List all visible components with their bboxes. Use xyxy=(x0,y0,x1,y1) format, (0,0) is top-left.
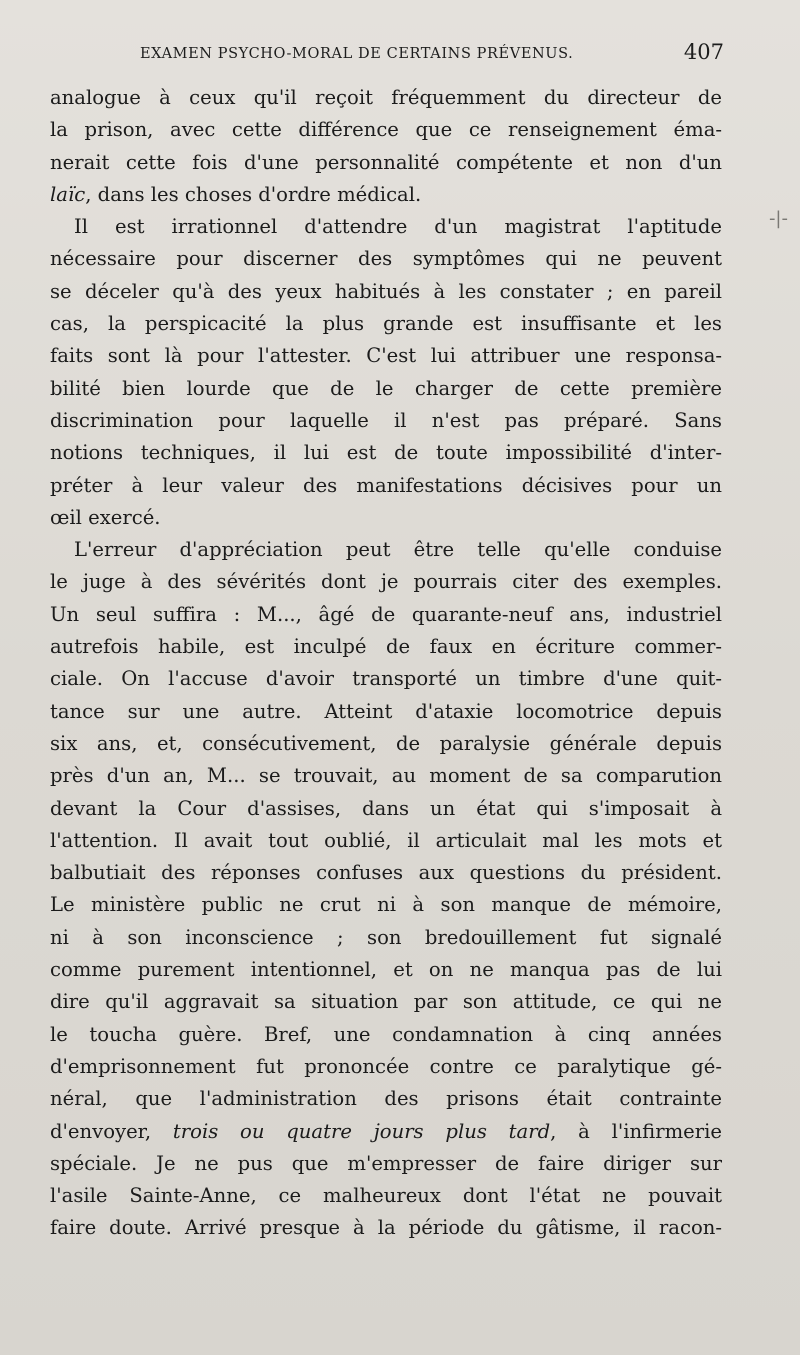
text-line: l'asile Sainte-Anne, ce malheureux dont l'état ne pouvait xyxy=(50,1184,722,1208)
text-line: discrimination pour laquelle il n'est pas préparé. Sans xyxy=(50,408,722,432)
text-line: faire doute. Arrivé presque à la période du gâtisme, il racon- xyxy=(50,1216,722,1240)
text-line: se déceler qu'à des yeux habitués à les constater ; en pareil xyxy=(50,279,722,303)
italic-phrase: trois ou quatre jours plus tard xyxy=(172,1119,551,1143)
text-line: spéciale. Je ne pus que m'empresser de faire diriger sur xyxy=(50,1151,722,1175)
text-line: l'attention. Il avait tout oublié, il articulait mal les mots et xyxy=(50,828,722,852)
text-line: devant la Cour d'assises, dans un état qui s'imposait à xyxy=(50,796,722,820)
margin-registration-mark: -|- xyxy=(768,208,788,229)
text-line: Le ministère public ne crut ni à son manque de mémoire, xyxy=(50,893,722,917)
italic-term: laïc xyxy=(50,182,86,206)
text-line: ni à son inconscience ; son bredouillement fut signalé xyxy=(50,925,722,949)
text-run: d'envoyer, xyxy=(50,1119,173,1143)
text-line: balbutiait des réponses confuses aux questions du président. xyxy=(50,861,722,885)
text-line: la prison, avec cette différence que ce renseignement éma- xyxy=(50,118,722,142)
page-number: 407 xyxy=(683,40,724,64)
text-line: le toucha guère. Bref, une condamnation à cinq années xyxy=(50,1022,722,1046)
text-line: le juge à des sévérités dont je pourrais citer des exemples. xyxy=(50,570,722,594)
text-line: L'erreur d'appréciation peut être telle qu'elle conduise xyxy=(74,538,722,562)
text-line: Un seul suffira : M..., âgé de quarante-neuf ans, industriel xyxy=(50,602,722,626)
text-line: ciale. On l'accuse d'avoir transporté un timbre d'une quit- xyxy=(50,667,722,691)
text-line xyxy=(50,1116,722,1148)
text-line: œil exercé. xyxy=(50,505,161,529)
text-run: , à l'infirmerie xyxy=(550,1119,722,1143)
text-line: comme purement intentionnel, et on ne manqua pas de lui xyxy=(50,958,722,982)
body-text xyxy=(50,82,722,1245)
text-line: nécessaire pour discerner des symptômes qui ne peuvent xyxy=(50,247,722,271)
text-line: bilité bien lourde que de le charger de cette première xyxy=(50,376,722,400)
text-line: près d'un an, M... se trouvait, au moment de sa comparution xyxy=(50,764,722,788)
text-line: préter à leur valeur des manifestations décisives pour un xyxy=(50,473,722,497)
text-line xyxy=(50,179,722,211)
text-line: nerait cette fois d'une personnalité compétente et non d'un xyxy=(50,150,722,174)
text-line: d'emprisonnement fut prononcée contre ce paralytique gé- xyxy=(50,1054,722,1078)
text-run: , dans les choses d'ordre médical. xyxy=(85,182,422,206)
text-line: notions techniques, il lui est de toute impossibilité d'inter- xyxy=(50,441,722,465)
text-line: faits sont là pour l'attester. C'est lui attribuer une responsa- xyxy=(50,344,722,368)
text-line: six ans, et, consécutivement, de paralysie générale depuis xyxy=(50,731,722,755)
text-line: cas, la perspicacité la plus grande est insuffisante et les xyxy=(50,312,722,336)
text-line: autrefois habile, est inculpé de faux en écriture commer- xyxy=(50,635,722,659)
text-line: dire qu'il aggravait sa situation par son attitude, ce qui ne xyxy=(50,990,722,1014)
text-line: Il est irrationnel d'attendre d'un magistrat l'aptitude xyxy=(74,215,722,239)
running-header xyxy=(0,40,800,70)
text-line: analogue à ceux qu'il reçoit fréquemment du directeur de xyxy=(50,86,722,109)
running-title: EXAMEN PSYCHO-MORAL DE CERTAINS PRÉVENUS. xyxy=(140,46,574,62)
text-line: néral, que l'administration des prisons était contrainte xyxy=(50,1087,722,1111)
text-line: tance sur une autre. Atteint d'ataxie locomotrice depuis xyxy=(50,699,722,723)
